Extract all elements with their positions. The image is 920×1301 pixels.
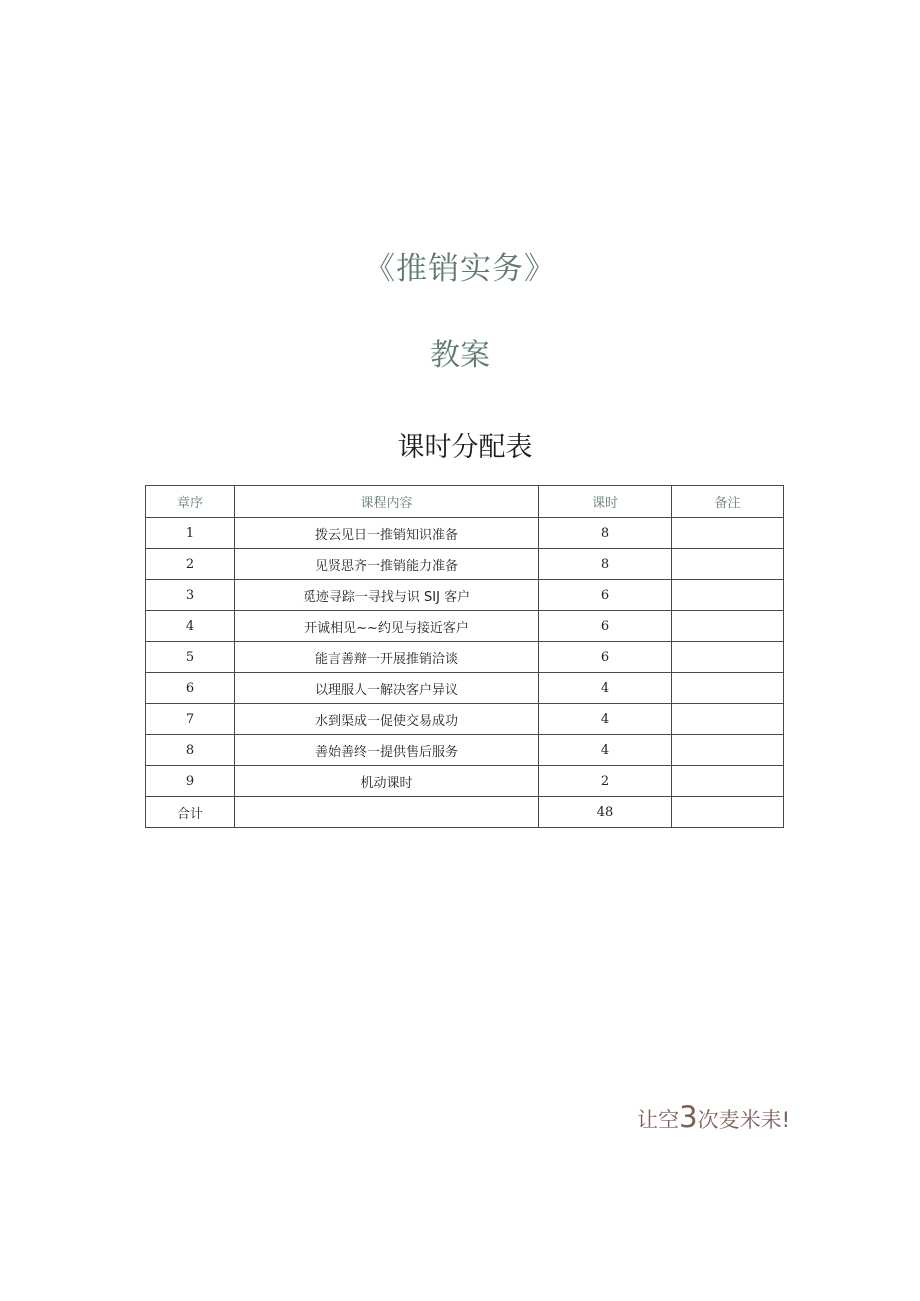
header-chapter: 章序 — [146, 486, 235, 518]
table-row — [146, 735, 784, 766]
cell-chapter: 1 — [146, 518, 235, 549]
cell-chapter: 2 — [146, 549, 235, 580]
cell-total-note — [672, 797, 784, 828]
table-row — [146, 549, 784, 580]
cell-content: 以理服人一解决客户异议 — [235, 673, 539, 704]
cell-total-content — [235, 797, 539, 828]
footer-suffix: 次麦米耒! — [697, 1108, 790, 1132]
table-row — [146, 580, 784, 611]
document-title: 《推销实务》 — [364, 251, 556, 287]
header-note: 备注 — [672, 486, 784, 518]
cell-note — [672, 766, 784, 797]
cell-note — [672, 518, 784, 549]
cell-chapter: 5 — [146, 642, 235, 673]
header-content: 课程内容 — [235, 486, 539, 518]
cell-note — [672, 735, 784, 766]
cell-content: 机动课时 — [235, 766, 539, 797]
table-row — [146, 704, 784, 735]
cell-hours: 6 — [539, 580, 672, 611]
cell-total-hours: 48 — [539, 797, 672, 828]
cell-hours: 4 — [539, 735, 672, 766]
table-row — [146, 611, 784, 642]
cell-chapter: 6 — [146, 673, 235, 704]
cell-hours: 6 — [539, 642, 672, 673]
table-row — [146, 673, 784, 704]
cell-content: 水到渠成一促使交易成功 — [235, 704, 539, 735]
cell-content: 能言善辩一开展推销洽谈 — [235, 642, 539, 673]
cell-content: 觅迹寻踪一寻找与识 SIJ 客户 — [235, 580, 539, 611]
table-row — [146, 518, 784, 549]
cell-hours: 8 — [539, 549, 672, 580]
footer-prefix: 让空 — [637, 1108, 680, 1132]
cell-chapter: 9 — [146, 766, 235, 797]
cell-hours: 8 — [539, 518, 672, 549]
table-title: 课时分配表 — [397, 432, 533, 463]
cell-content: 拨云见日一推销知识准备 — [235, 518, 539, 549]
cell-content: 见贤思齐一推销能力准备 — [235, 549, 539, 580]
cell-note — [672, 673, 784, 704]
cell-hours: 6 — [539, 611, 672, 642]
table-row — [146, 642, 784, 673]
document-subtitle: 教案 — [430, 338, 490, 373]
cell-hours: 4 — [539, 673, 672, 704]
table-total-row — [146, 797, 784, 828]
cell-note — [672, 549, 784, 580]
hour-allocation-table — [145, 485, 784, 828]
cell-hours: 2 — [539, 766, 672, 797]
cell-total-label: 合计 — [146, 797, 235, 828]
cell-chapter: 3 — [146, 580, 235, 611]
footer-number: 3 — [679, 1100, 698, 1134]
footer-note — [637, 1100, 790, 1134]
cell-note — [672, 642, 784, 673]
cell-note — [672, 580, 784, 611]
cell-chapter: 8 — [146, 735, 235, 766]
table-row — [146, 766, 784, 797]
cell-chapter: 4 — [146, 611, 235, 642]
cell-content: 善始善终一提供售后服务 — [235, 735, 539, 766]
cell-note — [672, 611, 784, 642]
cell-note — [672, 704, 784, 735]
cell-chapter: 7 — [146, 704, 235, 735]
table-header-row — [146, 486, 784, 518]
cell-content: 开诚相见~~约见与接近客户 — [235, 611, 539, 642]
header-hours: 课时 — [539, 486, 672, 518]
cell-hours: 4 — [539, 704, 672, 735]
